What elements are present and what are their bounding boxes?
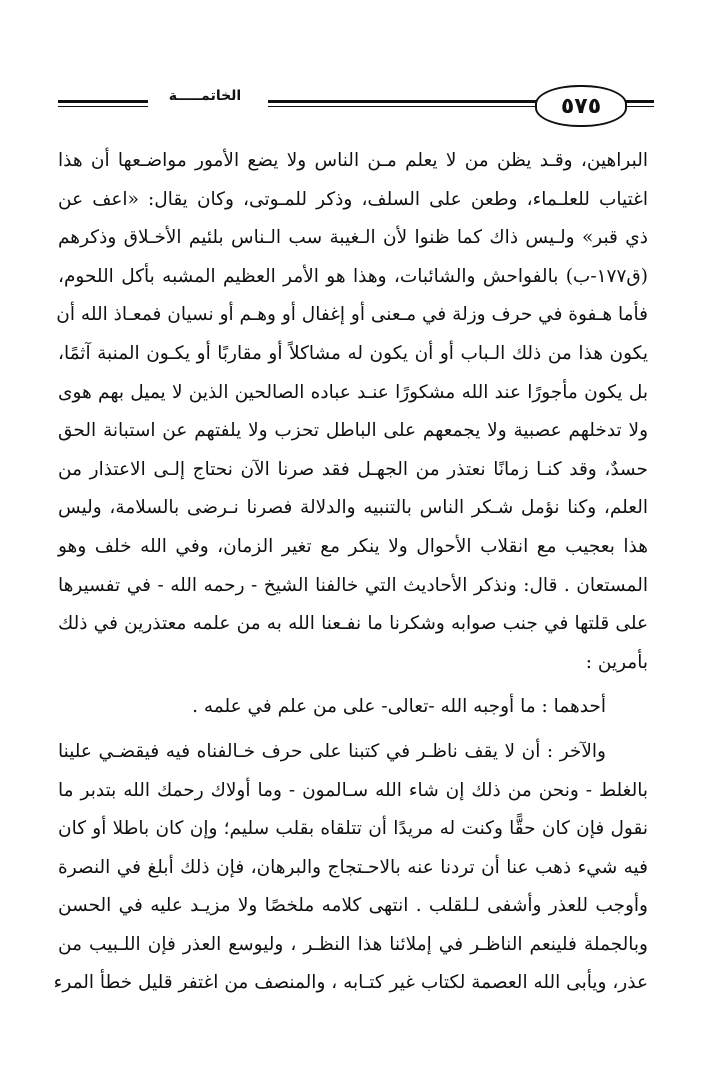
- text-line: (ق١٧٧-ب) بالفواحش والشائبات، وهذا هو الأمر العظيم المشبه بأكل اللحوم،: [58, 265, 648, 287]
- text-line: اغتياب للعلـماء، وطعن على السلف، وذكر للمـوتى، وكان يقال: «اعف عن: [58, 188, 648, 210]
- text-line: وأوجب للعذر وأشفى لـلقلب . انتهى كلامه ملخصًا ولا مزيـد عليه في الحسن: [58, 895, 648, 917]
- text-line: ذي قبر» ولـيس ذاك كما ظنوا لأن الـغيبة سب الـناس بلئيم الأخـلاق وذكرهم: [58, 227, 648, 249]
- text-line: وبالجملة فلينعم الناظـر في إملائنا هذا النظـر ، وليوسع العذر فإن اللـبيب من: [58, 933, 648, 955]
- text-line: هذا بعجيب مع انقلاب الأحوال ولا ينكر مع تغير الزمان، وفي الله خلف وهو: [58, 535, 648, 557]
- header-rule-left-thin: [58, 106, 148, 107]
- text-line: يكون هذا من ذلك الـباب أو أن يكون له مشاكلاً أو مقاربًا أو يكـون المنبة آثمًا،: [58, 342, 648, 364]
- header-rule-middle: [268, 100, 536, 103]
- text-line: البراهين، وقـد يظن من لا يعلم مـن الناس ولا يضع الأمور مواضـعها أن هذا: [58, 150, 648, 171]
- chapter-title: الخاتمـــــة: [168, 88, 242, 104]
- text-line: العلم، وكنا نؤمل شـكر الناس بالتنبيه والدلالة فصرنا نـرضى بالسلامة، وليس: [58, 497, 648, 519]
- text-line: بل يكون مأجورًا عند الله مشكورًا عنـد عباده الصالحين الذين لا يميل بهم هوى: [58, 381, 648, 403]
- header-rule-left: [58, 100, 148, 103]
- text-line: فأما هـفوة في حرف وزلة في مـعنى أو إغفال أو وهـم أو نسيان فمعـاذ الله أن: [56, 304, 648, 326]
- text-line: فيه شيء ذهب عنا أن تردنا عنه بالاحـتجاج والبرهان، فإن ذلك أبلغ في النصرة: [58, 856, 648, 878]
- text-line: ولا تدخلهم عصبية ولا يجمعهم على الباطل تحزب ولا يلفتهم عن استبانة الحق: [58, 420, 648, 442]
- page-number: ٥٧٥: [535, 85, 627, 127]
- text-line: نقول فإن كان حقًّا وكنت له مريدًا أن تتلقاه بقلب سليم؛ وإن كان باطلا أو كان: [58, 818, 648, 840]
- header-rule-middle-thin: [268, 106, 536, 107]
- text-line: والآخر : أن لا يقف ناظـر في كتبنا على حرف خـالفناه فيه فيقضـي علينا: [58, 740, 606, 762]
- text-line: عذر، ويأبى الله العصمة لكتاب غير كتـابه ، والمنصف من اغتفر قليل خطأ المرء: [53, 972, 648, 994]
- text-line: حسدٌ، وقد كنـا زمانًا نعتذر من الجهـل فقد صرنا الآن نحتاج إلـى الاعتذار من: [58, 458, 648, 480]
- text-line: المستعان . قال: ونذكر الأحاديث التي خالفنا الشيخ - رحمه الله - في تفسيرها: [58, 574, 648, 596]
- text-line: أحدهما : ما أوجبه الله -تعالى- على من علم في علمه .: [192, 696, 606, 718]
- page-body: [53, 142, 648, 1003]
- text-line: بالغلط - ونحن من ذلك إن شاء الله سـالمون - وما أولاك رحمك الله بتدبر ما: [58, 779, 648, 801]
- text-line: على قلتها في جنب صوابه وشكرنا ما نفـعنا الله به من علمه معتذرين في ذلك: [58, 613, 648, 635]
- text-line: بأمرين :: [585, 651, 648, 673]
